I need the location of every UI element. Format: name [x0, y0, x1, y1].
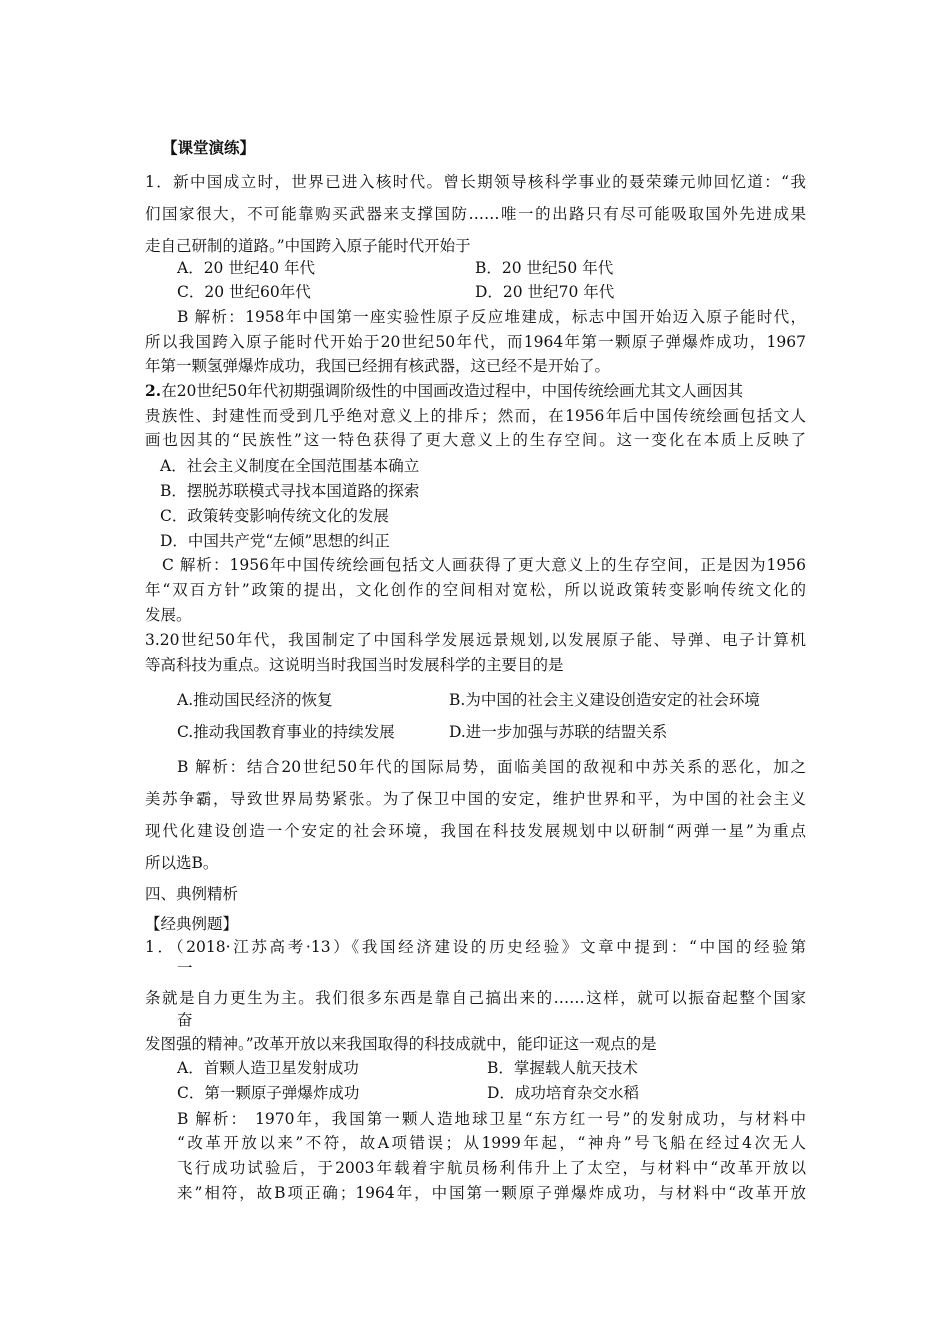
q2-option-b: B．摆脱苏联模式寻找本国道路的探索 [160, 482, 420, 500]
q2-answer-line: C 解析：1956年中国传统绘画包括文人画获得了更大意义上的生存空间，正是因为1956 [162, 556, 806, 574]
q3-option-c: C.推动我国教育事业的持续发展 [177, 723, 395, 741]
q2-number: 2. [145, 381, 162, 400]
q3-option-a: A.推动国民经济的恢复 [177, 691, 333, 709]
section-heading-class-practice: 【课堂演练】 [162, 138, 256, 157]
ex1-option-a: A．首颗人造卫星发射成功 [177, 1059, 359, 1077]
ex1-stem-wrap: 一 [177, 959, 193, 977]
q2-stem-line [145, 381, 806, 401]
q3-answer-line: 美苏争霸，导致世界局势紧张。为了保卫中国的安定，维护世界和平，为中国的社会主义 [145, 790, 806, 808]
q2-option-d: D．中国共产党“左倾”思想的纠正 [160, 532, 390, 550]
section-heading-typical-examples: 四、典例精析 [145, 885, 239, 903]
q1-option-a: A．20 世纪40 年代 [177, 259, 315, 277]
q2-option-c: C．政策转变影响传统文化的发展 [160, 507, 389, 525]
q1-answer-line: 所以我国跨入原子能时代开始于20世纪50年代，而1964年第一颗原子弹爆炸成功，1967 [145, 333, 806, 351]
q2-option-a: A．社会主义制度在全国范围基本确立 [160, 457, 420, 475]
q3-answer-line: 现代化建设创造一个安定的社会环境，我国在科技发展规划中以研制“两弹一星”为重点 [145, 822, 806, 840]
ex1-option-b: B．掌握载人航天技术 [487, 1059, 638, 1077]
q2-stem-line: 贵族性、封建性而受到几乎绝对意义上的排斥；然而，在1956年后中国传统绘画包括文人 [145, 407, 806, 425]
ex1-answer-line: B 解析： 1970年，我国第一颗人造地球卫星“东方红一号”的发射成功，与材料中 [177, 1110, 806, 1128]
q2-stem-text: 在20世纪50年代初期强调阶级性的中国画改造过程中，中国传统绘画尤其文人画因其 [161, 382, 744, 400]
q3-answer-line: B 解析：结合20世纪50年代的国际局势，面临美国的敌视和中苏关系的恶化，加之 [177, 758, 806, 776]
q1-answer-line: 年第一颗氢弹爆炸成功，我国已经拥有核武器，这已经不是开始了。 [145, 357, 611, 375]
q3-option-b: B.为中国的社会主义建设创造安定的社会环境 [449, 691, 760, 709]
ex1-stem-line: 发图强的精神。”改革开放以来我国取得的科技成就中，能印证这一观点的是 [145, 1035, 657, 1053]
q1-option-d: D．20 世纪70 年代 [475, 283, 615, 301]
q3-option-d: D.进一步加强与苏联的结盟关系 [449, 723, 668, 741]
q3-answer-line: 所以选B。 [145, 854, 219, 872]
q1-answer-line: B 解析：1958年中国第一座实验性原子反应堆建成，标志中国开始迈入原子能时代， [177, 308, 806, 326]
ex1-option-c: C．第一颗原子弹爆炸成功 [177, 1084, 360, 1102]
q1-stem-line: 们国家很大，不可能靠购买武器来支撑国防……唯一的出路只有尽可能吸取国外先进成果 [145, 205, 806, 223]
ex1-option-d: D．成功培育杂交水稻 [487, 1084, 639, 1102]
ex1-answer-line: 来”相符，故B项正确；1964年，中国第一颗原子弹爆炸成功，与材料中“改革开放 [177, 1184, 806, 1202]
ex1-answer-line: “改革开放以来”不符，故A项错误；从1999年起，“神舟”号飞船在经过4次无人 [177, 1134, 806, 1152]
q3-stem-line: 等高科技为重点。这说明当时我国当时发展科学的主要目的是 [145, 656, 564, 674]
q1-stem-line: 1．新中国成立时，世界已进入核时代。曾长期领导核科学事业的聂荣臻元帅回忆道：“我 [145, 173, 806, 191]
q2-answer-line: 发展。 [145, 606, 192, 624]
ex1-answer-line: 飞行成功试验后，于2003年载着宇航员杨利伟升上了太空，与材料中“改革开放以 [177, 1159, 806, 1177]
q1-stem-line: 走自己研制的道路。”中国跨入原子能时代开始于 [145, 237, 471, 255]
ex1-stem-line: 条就是自力更生为主。我们很多东西是靠自己搞出来的……这样，就可以振奋起整个国家 [145, 989, 806, 1007]
q1-option-c: C．20 世纪60年代 [177, 283, 311, 301]
ex1-stem-line: 1．（2018·江苏高考·13）《我国经济建设的历史经验》文章中提到：“中国的经验第 [145, 938, 806, 956]
q2-answer-line: 年“双百方针”政策的提出，文化创作的空间相对宽松，所以说政策转变影响传统文化的 [145, 581, 806, 599]
q1-option-b: B．20 世纪50 年代 [475, 259, 614, 277]
q3-stem-line: 3.20世纪50年代，我国制定了中国科学发展远景规划,以发展原子能、导弹、电子计算机 [145, 631, 806, 649]
section-heading-classic-examples: 【经典例题】 [145, 915, 239, 933]
q2-stem-line: 画也因其的“民族性”这一特色获得了更大意义上的生存空间。这一变化在本质上反映了 [145, 431, 806, 449]
ex1-stem-wrap: 奋 [177, 1011, 193, 1029]
